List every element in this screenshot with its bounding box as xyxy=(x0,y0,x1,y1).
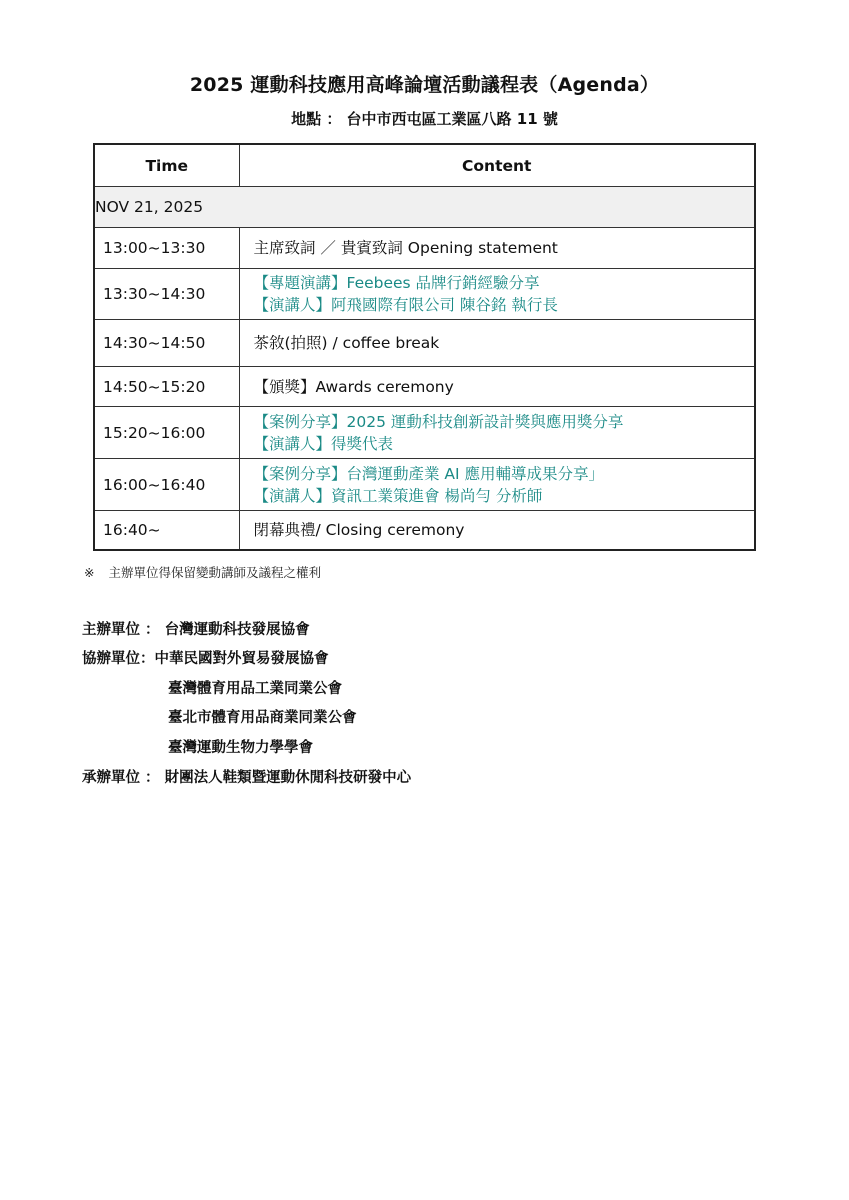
content-line: 【頒獎】Awards ceremony xyxy=(253,377,454,396)
agenda-table xyxy=(93,143,756,551)
table-row xyxy=(94,269,755,320)
row-time: 13:30~14:30 xyxy=(94,269,239,320)
row-content xyxy=(239,320,755,367)
row-time: 14:30~14:50 xyxy=(94,320,239,367)
host-label: 主辦單位 ： xyxy=(82,622,160,638)
header-content: Content xyxy=(239,144,755,187)
row-content xyxy=(239,367,755,407)
row-content xyxy=(239,407,755,459)
header-time: Time xyxy=(94,144,239,187)
content-line: 【演講人】得獎代表 xyxy=(253,434,394,453)
content-line: 【演講人】阿飛國際有限公司 陳谷銘 執行長 xyxy=(253,296,558,314)
exec-label: 承辦單位 ： xyxy=(82,770,160,786)
content-line: 【案例分享】2025 運動科技創新設計獎與應用獎分享 xyxy=(253,412,624,431)
row-content xyxy=(239,269,755,320)
table-row xyxy=(94,367,755,407)
table-row xyxy=(94,320,755,367)
table-header-row xyxy=(94,144,755,187)
content-line: 閉幕典禮/ Closing ceremony xyxy=(253,520,465,539)
note-mark: ※ xyxy=(84,565,95,580)
table-row xyxy=(94,511,755,550)
row-content xyxy=(239,228,755,269)
content-line: 【案例分享】台灣運動產業 AI 應用輔導成果分享」 xyxy=(253,464,605,483)
table-row xyxy=(94,459,755,511)
row-content xyxy=(239,511,755,550)
co-organizer-item: 臺灣體育用品工業同業公會 xyxy=(168,681,342,697)
table-row xyxy=(94,407,755,459)
row-time: 13:00~13:30 xyxy=(94,228,239,269)
event-location: 地點 ： 台中市西屯區工業區八路 11 號 xyxy=(291,110,558,128)
row-time: 14:50~15:20 xyxy=(94,367,239,407)
agenda-date: NOV 21, 2025 xyxy=(94,187,755,228)
row-time: 16:40~ xyxy=(94,511,239,550)
disclaimer-note xyxy=(84,563,321,581)
content-line: 【演講人】資訊工業策進會 楊尚勻 分析師 xyxy=(253,486,543,505)
row-time: 16:00~16:40 xyxy=(94,459,239,511)
co-organizer xyxy=(82,647,329,668)
page-title: 2025 運動科技應用高峰論壇活動議程表（Agenda） xyxy=(189,74,660,96)
table-row xyxy=(94,228,755,269)
content-line: 茶敘(拍照) / coffee break xyxy=(253,334,440,352)
row-content xyxy=(239,459,755,511)
host-name: 台灣運動科技發展協會 xyxy=(164,622,310,638)
co-organizer-item: 臺北市體育用品商業同業公會 xyxy=(168,710,357,726)
co-name: 中華民國對外貿易發展協會 xyxy=(154,651,329,667)
executing-organizer xyxy=(82,766,411,787)
content-line: 主席致詞 ／ 貴賓致詞 Opening statement xyxy=(253,239,558,257)
exec-name: 財團法人鞋類暨運動休閒科技研發中心 xyxy=(164,770,412,786)
date-row xyxy=(94,187,755,228)
content-line: 【專題演講】Feebees 品牌行銷經驗分享 xyxy=(253,274,540,292)
note-text: 主辦單位得保留變動講師及議程之權利 xyxy=(108,565,321,580)
host-organizer xyxy=(82,618,310,639)
co-organizer-item: 臺灣運動生物力學學會 xyxy=(168,740,313,756)
row-time: 15:20~16:00 xyxy=(94,407,239,459)
co-label: 協辦單位： xyxy=(82,651,155,667)
